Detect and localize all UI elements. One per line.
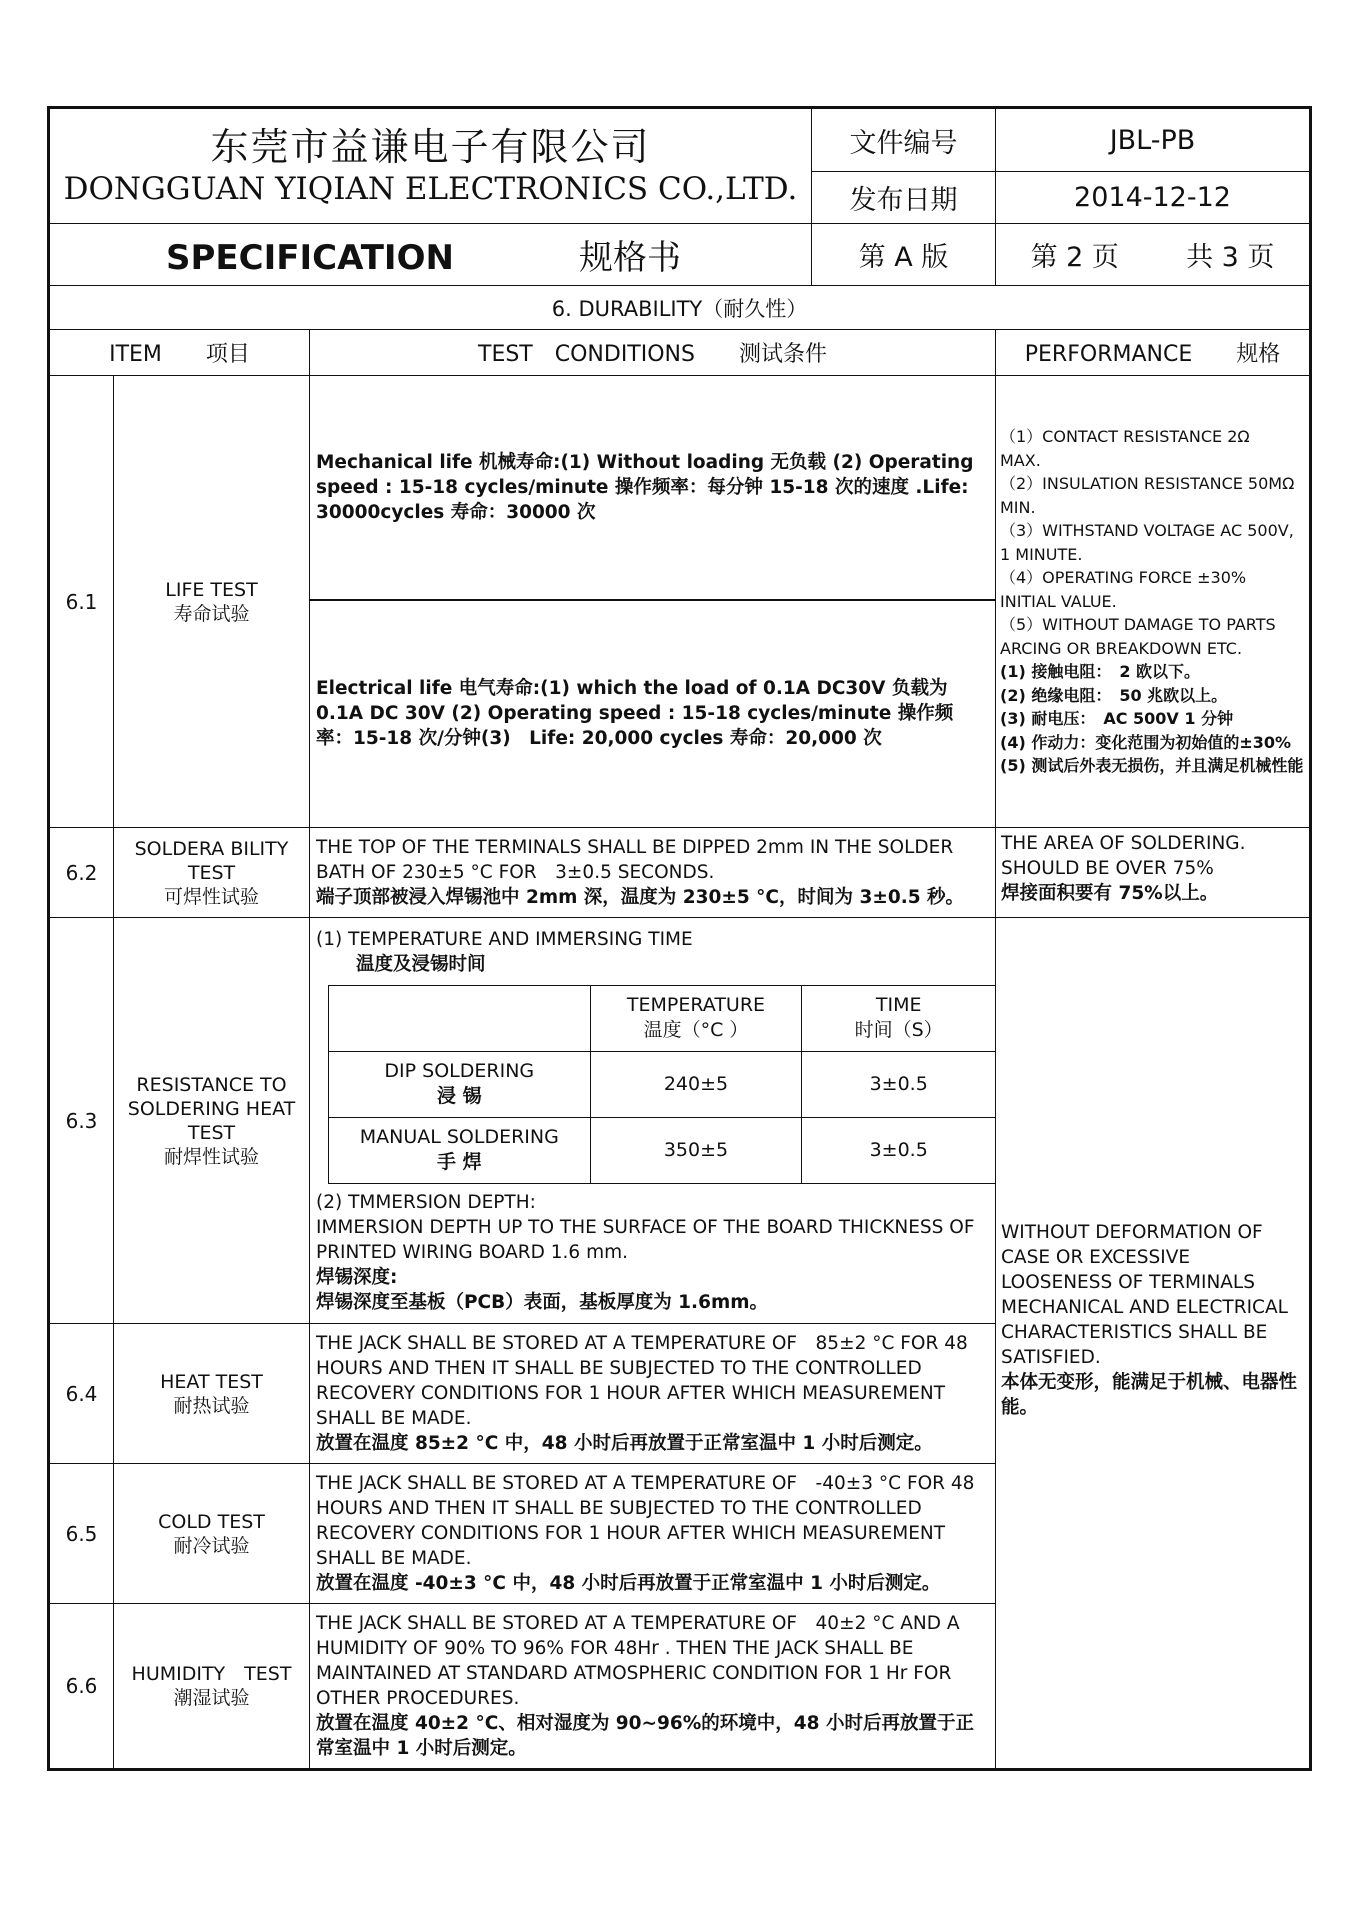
doc-no-label: 文件编号 (812, 108, 996, 172)
item-name-cn: 耐热试验 (173, 1394, 250, 1417)
table-row (329, 1117, 996, 1183)
mechanical-life-text: Mechanical life 机械寿命:(1) Without loading 无负载 (2) Operating speed : 15-18 cycles/minute 操作频率：每分钟 15-18 次的速度 .Life: 30000cycles 寿命：30000 次 (310, 376, 995, 600)
col-header-performance: PERFORMANCE 规格 (996, 330, 1311, 376)
perf-text-cn: 焊接面积要有 75%以上。 (1001, 883, 1219, 904)
page-info (996, 224, 1311, 286)
item-name (114, 918, 310, 1324)
row-number: 6.2 (49, 828, 114, 918)
condition-text-cn: 放置在温度 85±2 °C 中，48 小时后再放置于正常室温中 1 小时后测定。 (316, 1433, 933, 1454)
item-name-cn: 耐焊性试验 (163, 1145, 259, 1168)
company-name-cell (49, 108, 812, 224)
condition-text-en: THE TOP OF THE TERMINALS SHALL BE DIPPED 2mm IN THE SOLDER BATH OF 230±5 °C FOR 3±0.5 SECONDS. (316, 837, 954, 883)
perf-text-en: WITHOUT DEFORMATION OF CASE OR EXCESSIVE LOOSENESS OF TERMINALS MECHANICAL AND ELECTRICAL CHARACTERISTICS SHALL BE SATISFIED. (1001, 1222, 1288, 1368)
item-name (114, 1604, 310, 1770)
row-number: 6.6 (49, 1604, 114, 1770)
col-header-item: ITEM 项目 (49, 330, 310, 376)
perf-line: （1）CONTACT RESISTANCE 2Ω MAX. (1000, 427, 1266, 470)
item-name-en: COLD TEST (158, 1510, 265, 1533)
soldering-table-corner (329, 985, 591, 1051)
soldering-table-header-temp (590, 985, 802, 1051)
header-temp-cn: 温度（°C ） (643, 1019, 749, 1041)
conditions-cell (310, 1464, 996, 1604)
row-number: 6.3 (49, 918, 114, 1324)
perf-line-cn: (3) 耐电压： AC 500V 1 分钟 (1000, 709, 1234, 729)
item-name-en: HUMIDITY TEST (131, 1663, 292, 1685)
row-number: 6.4 (49, 1324, 114, 1464)
time-value: 3±0.5 (802, 1051, 996, 1117)
immersion-heading-en: (1) TEMPERATURE AND IMMERSING TIME (316, 928, 693, 950)
date-label: 发布日期 (812, 172, 996, 224)
perf-line: （2）INSULATION RESISTANCE 50MΩ MIN. (1000, 474, 1295, 517)
item-name-en: HEAT TEST (160, 1370, 263, 1393)
header-temp-en: TEMPERATURE (626, 994, 766, 1016)
perf-text-cn: 本体无变形，能满足于机械、电器性能。 (1001, 1372, 1298, 1418)
perf-line: （4）OPERATING FORCE ±30% INITIAL VALUE. (1000, 568, 1247, 611)
date-value: 2014-12-12 (996, 172, 1311, 224)
perf-line: （3）WITHSTAND VOLTAGE AC 500V, 1 MINUTE. (1000, 521, 1294, 564)
header-time-en: TIME (875, 994, 922, 1016)
spec-title-en: SPECIFICATION (166, 238, 454, 278)
item-name-en: RESISTANCE TO SOLDERING HEAT TEST (127, 1073, 296, 1144)
spec-sheet (47, 106, 1312, 1771)
performance-cell (996, 828, 1311, 918)
table-row (49, 376, 1311, 828)
perf-line-cn: (4) 作动力：变化范围为初始值的±30% (1000, 732, 1292, 752)
perf-line-cn: (2) 绝缘电阻： 50 兆欧以上。 (1000, 685, 1228, 705)
table-row (49, 918, 1311, 1324)
depth-body-en: IMMERSION DEPTH UP TO THE SURFACE OF THE BOARD THICKNESS OF PRINTED WIRING BOARD 1.6 mm. (316, 1216, 975, 1263)
condition-text-en: THE JACK SHALL BE STORED AT A TEMPERATURE OF -40±3 °C FOR 48 HOURS AND THEN IT SHALL BE SUBJECTED TO THE CONTROLLED RECOVERY CONDITIONS FOR 1 HOUR AFTER WHICH MEASUREMENT SHALL BE MADE. (316, 1473, 975, 1569)
method-name-en: MANUAL SOLDERING (359, 1126, 559, 1148)
method-name-cn: 手 焊 (436, 1151, 482, 1173)
version: 第 A 版 (812, 224, 996, 286)
depth-body-cn: 焊锡深度至基板（PCB）表面，基板厚度为 1.6mm。 (316, 1291, 769, 1313)
page-total: 共 3 页 (1186, 242, 1275, 273)
temp-value: 240±5 (590, 1051, 802, 1117)
method-name (329, 1117, 591, 1183)
method-name-en: DIP SOLDERING (384, 1060, 535, 1082)
condition-text-cn: 放置在温度 -40±3 °C 中，48 小时后再放置于正常室温中 1 小时后测定。 (316, 1573, 941, 1594)
item-name-cn: 可焊性试验 (163, 885, 259, 908)
item-name-cn: 潮湿试验 (173, 1687, 250, 1709)
perf-text-en: THE AREA OF SOLDERING. SHOULD BE OVER 75% (1001, 833, 1246, 879)
condition-text-cn: 放置在温度 40±2 °C、相对湿度为 90~96%的环境中，48 小时后再放置于正常室温中 1 小时后测定。 (316, 1713, 974, 1759)
performance-cell (996, 918, 1311, 1770)
table-row (329, 1051, 996, 1117)
perf-line-cn: (1) 接触电阻： 2 欧以下。 (1000, 662, 1201, 682)
conditions-cell (310, 1604, 996, 1770)
spec-title-cn: 规格书 (579, 238, 682, 278)
conditions-cell (310, 376, 996, 828)
condition-text-cn: 端子顶部被浸入焊锡池中 2mm 深，温度为 230±5 °C，时间为 3±0.5 秒。 (316, 887, 965, 908)
time-value: 3±0.5 (802, 1117, 996, 1183)
item-name (114, 1464, 310, 1604)
doc-no-value: JBL-PB (996, 108, 1311, 172)
item-name (114, 1324, 310, 1464)
temp-value: 350±5 (590, 1117, 802, 1183)
company-name-cn: 东莞市益谦电子有限公司 (210, 125, 651, 169)
item-name (114, 376, 310, 828)
conditions-cell (310, 828, 996, 918)
page-number: 第 2 页 (1030, 242, 1119, 273)
soldering-table-header-time (802, 985, 996, 1051)
section-title: 6. DURABILITY（耐久性） (49, 286, 1311, 330)
conditions-cell (310, 918, 996, 1324)
item-name-en: SOLDERA BILITY TEST (134, 837, 289, 884)
soldering-table (328, 985, 996, 1184)
depth-heading-en: (2) TMMERSION DEPTH: (316, 1191, 536, 1213)
item-name (114, 828, 310, 918)
method-name (329, 1051, 591, 1117)
condition-text-en: THE JACK SHALL BE STORED AT A TEMPERATURE OF 85±2 °C FOR 48 HOURS AND THEN IT SHALL BE SUBJECTED TO THE CONTROLLED RECOVERY CONDITIONS FOR 1 HOUR AFTER WHICH MEASUREMENT SHALL BE MADE. (316, 1333, 968, 1429)
depth-heading-cn: 焊锡深度: (316, 1266, 398, 1288)
col-header-conditions: TEST CONDITIONS 测试条件 (310, 330, 996, 376)
electrical-life-text: Electrical life 电气寿命:(1) which the load of 0.1A DC30V 负载为 0.1A DC 30V (2) Operating speed : 15-18 cycles/minute 操作频率：15-18 次/分钟(3) Life: 20,000 cycles 寿命：20,000 次 (316, 678, 954, 749)
row-number: 6.1 (49, 376, 114, 828)
company-name-en: DONGGUAN YIQIAN ELECTRONICS CO.,LTD. (63, 171, 798, 207)
table-row (49, 828, 1311, 918)
item-name-en: LIFE TEST (165, 578, 258, 601)
condition-text-en: THE JACK SHALL BE STORED AT A TEMPERATURE OF 40±2 °C AND A HUMIDITY OF 90% TO 96% FOR 48Hr . THEN THE JACK SHALL BE MAINTAINED AT STANDARD ATMOSPHERIC CONDITION FOR 1 Hr FOR OTHER PROCEDURES. (316, 1613, 960, 1709)
item-name-cn: 寿命试验 (173, 602, 250, 625)
life-test-conditions (310, 376, 995, 826)
item-name-cn: 耐冷试验 (173, 1534, 250, 1557)
immersion-heading-cn: 温度及浸锡时间 (356, 953, 486, 975)
header-time-cn: 时间（S） (854, 1019, 943, 1041)
method-name-cn: 浸 锡 (436, 1085, 482, 1107)
performance-cell (996, 376, 1311, 828)
row-number: 6.5 (49, 1464, 114, 1604)
conditions-cell (310, 1324, 996, 1464)
perf-line: （5）WITHOUT DAMAGE TO PARTS ARCING OR BREAKDOWN ETC. (1000, 615, 1276, 658)
spec-title-cell (49, 224, 812, 286)
perf-line-cn: (5) 测试后外表无损伤，并且满足机械性能 (1000, 756, 1304, 776)
